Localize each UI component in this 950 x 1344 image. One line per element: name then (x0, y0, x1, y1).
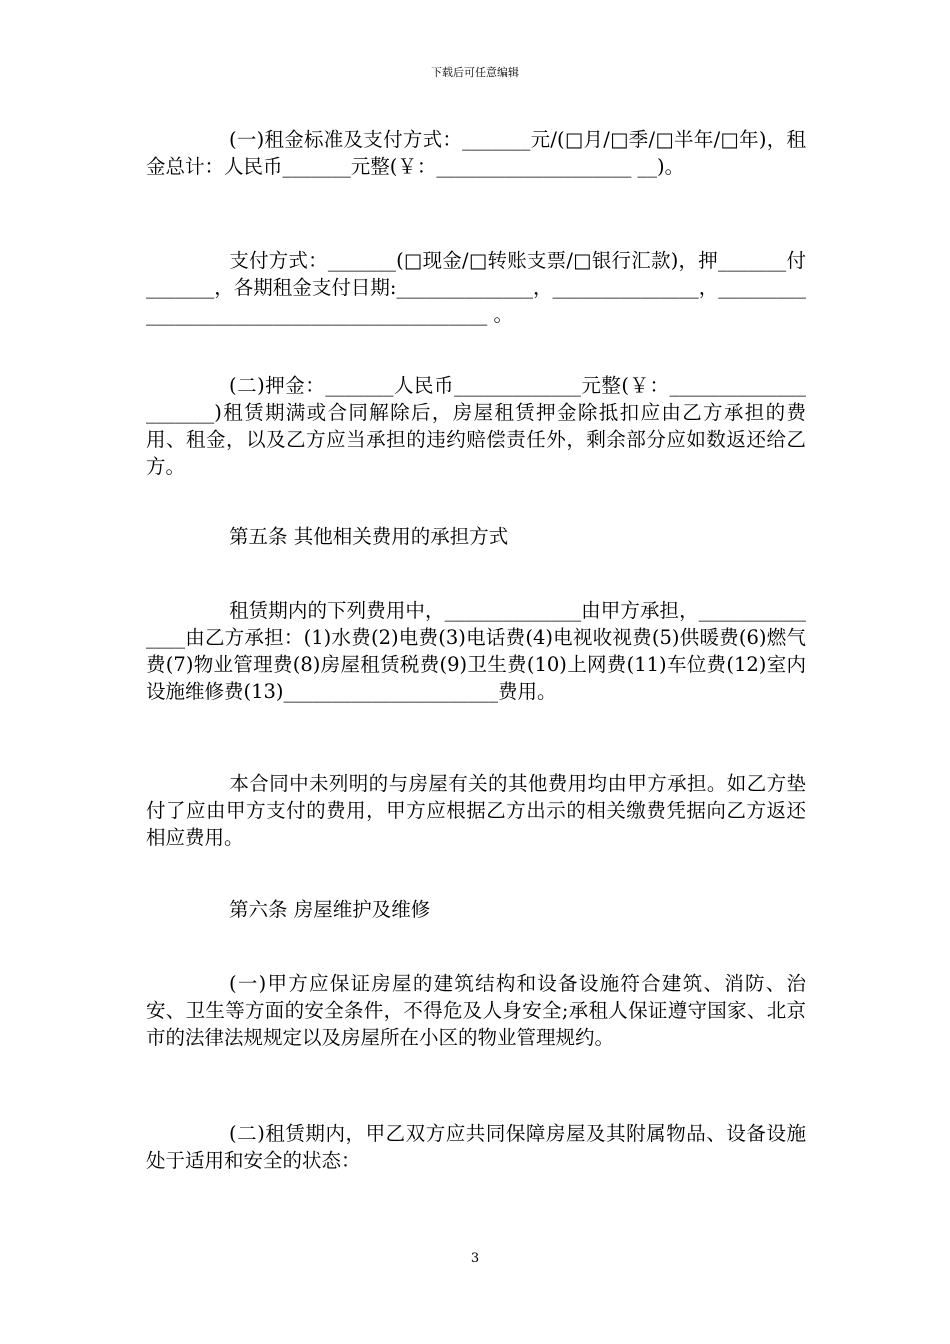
article-five-heading (146, 523, 806, 550)
paragraph-text: (二)押金：_______人民币_____________元整(￥：_____________________)租赁期满或合同解除后，房屋租赁押金除抵扣应由乙方承担的费用、租金，以及乙方应当承担的违约赔偿责任外，剩余部分应如数返还给乙方。 (146, 374, 806, 478)
paragraph-payment-method (146, 247, 806, 328)
paragraph-text: (一)租金标准及支付方式：_______元/(□月/□季/□半年/□年)，租金总计：人民币_______元整(￥：____________________ __)。 (146, 128, 806, 178)
paragraph-other-fees (146, 770, 806, 851)
article-six-heading (146, 896, 806, 923)
paragraph-rent-standard (146, 126, 806, 180)
page-number: 3 (470, 1251, 480, 1266)
paragraph-text: (二)租赁期内，甲乙双方应共同保障房屋及其附属物品、设备设施处于适用和安全的状态： (146, 1122, 806, 1172)
paragraph-fee-allocation (146, 597, 806, 705)
paragraph-text: (一)甲方应保证房屋的建筑结构和设备设施符合建筑、消防、治安、卫生等方面的安全条件，不得危及人身安全;承租人保证遵守国家、北京市的法律法规规定以及房屋所在小区的物业管理规约。 (146, 972, 806, 1049)
paragraph-text: 租赁期内的下列费用中，______________由甲方承担，_______________由乙方承担：(1)水费(2)电费(3)电话费(4)电视收视费(5)供暖费(6)燃气费(7)物业管理费(8)房屋租赁税费(9)卫生费(10)上网费(11)车位费(12)室内设施维修费(13)______________________费用。 (146, 599, 806, 703)
paragraph-safety-guarantee (146, 970, 806, 1051)
heading-text: 第五条 其他相关费用的承担方式 (229, 525, 509, 548)
paragraph-text: 本合同中未列明的与房屋有关的其他费用均由甲方承担。如乙方垫付了应由甲方支付的费用，甲方应根据乙方出示的相关缴费凭据向乙方返还相应费用。 (146, 772, 806, 849)
heading-text: 第六条 房屋维护及维修 (229, 898, 431, 921)
paragraph-joint-maintenance (146, 1120, 806, 1174)
page-header: 下载后可任意编辑 (431, 66, 519, 79)
paragraph-text: 支付方式：_______(□现金/□转账支票/□银行汇款)，押_______付_______，各期租金支付日期:______________，_______________，____________________________________________ 。 (146, 249, 806, 326)
paragraph-deposit (146, 372, 806, 480)
